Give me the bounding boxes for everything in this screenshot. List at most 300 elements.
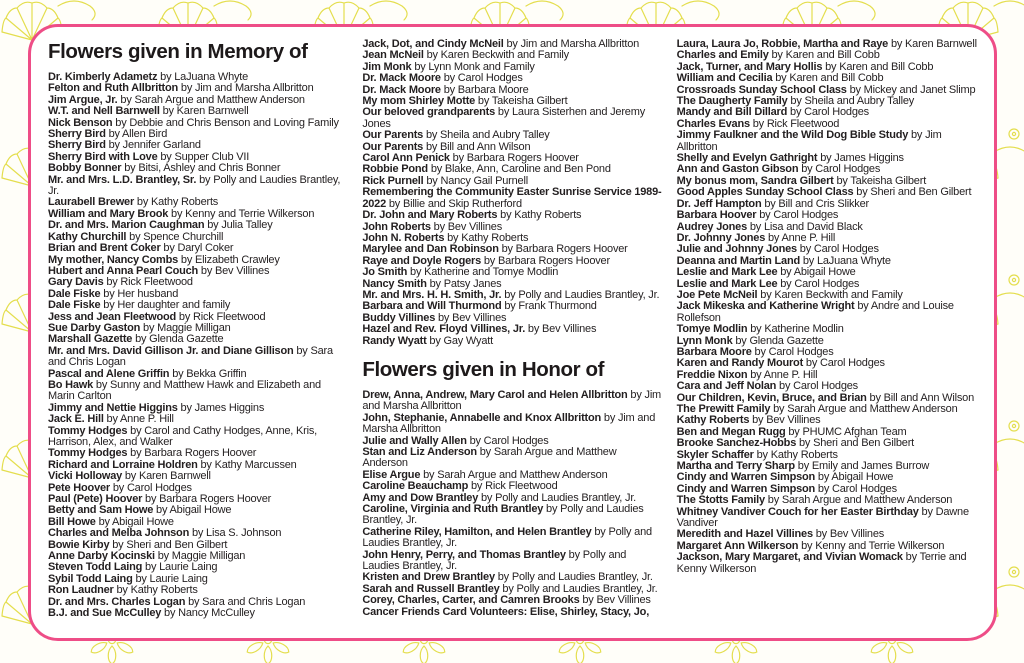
honoree-name: Dale Fiske (48, 299, 101, 312)
tribute-entry: Jackson, Mary Margaret, and Vivian Womack by Terrie and Kenny Wilkerson (676, 551, 967, 575)
honoree-name: Cindy and Warren Simpson (676, 482, 816, 495)
honoree-name: Laura, Laura Jo, Robbie, Martha and Raye (676, 38, 889, 50)
donor-name: Karen and Bill Cobb (839, 60, 934, 73)
donor-name: Dawne Vandiver (676, 505, 969, 530)
honoree-name: Dr. Kimberly Adametz (48, 71, 158, 83)
honoree-name: Jimmy and Nettie Higgins (48, 401, 178, 414)
donor-name: Barbara Rogers Hoover (497, 254, 610, 267)
donor-name: Bev Villines (542, 323, 597, 336)
donor-name: Julia Talley (221, 219, 273, 232)
honoree-name: Pete Hoover (48, 481, 110, 494)
donor-name: Sarah Argue and Matthew Anderson (437, 468, 608, 481)
tribute-entry: Shelly and Evelyn Gathright by James Higgins (676, 152, 904, 165)
honoree-name: Dr. Jeff Hampton (676, 197, 762, 210)
donor-name: Polly and Laudies Brantley, Jr. (362, 548, 627, 573)
donor-name: Karen and Bill Cobb (785, 49, 880, 62)
tribute-entry: Mr. and Mrs. David Gillison Jr. and Diane Gillison by Sara and Chris Logan (48, 344, 333, 369)
donor-name: Katherine Modlin (764, 323, 844, 336)
donor-name: LaJuana Whyte (816, 254, 891, 267)
tribute-entry: Jim Monk by Lynn Monk and Family (362, 60, 535, 73)
tribute-entry: Elise Argue by Sarah Argue and Matthew Anderson (362, 468, 608, 481)
tribute-entry: Charles and Melba Johnson by Lisa S. Johnson (48, 527, 282, 540)
donor-name: Rick Fleetwood (766, 117, 840, 130)
tribute-entry: Pascal and Alene Griffin by Bekka Griffin (48, 367, 247, 380)
honoree-name: Marylee and Dan Robinson (362, 243, 499, 256)
tribute-entry: Hubert and Anna Pearl Couch by Bev Villines (48, 264, 270, 277)
honoree-name: Lynn Monk (676, 334, 733, 347)
donor-name: Debbie and Chris Benson and Loving Family (129, 116, 339, 129)
honoree-name: Cancer Friends Card Volunteers: Elise, Shirley, Stacy, Jo, (362, 605, 650, 618)
donor-name: Karen Beckwith and Family (774, 288, 903, 301)
donor-name: Carol Hodges (832, 482, 897, 495)
donor-name: Polly and Laudies Brantley, Jr. (495, 491, 637, 504)
donor-name: Barbara Rogers Hoover (466, 152, 579, 165)
honoree-name: Bobby Bonner (48, 162, 122, 175)
tribute-entry: The Stotts Family by Sarah Argue and Matthew Anderson (676, 494, 953, 507)
honoree-name: Cindy and Warren Simpson (676, 471, 816, 484)
donor-name: Rick Fleetwood (120, 276, 193, 289)
tribute-entry: Barbara and Will Thurmond by Frank Thurmond (362, 300, 597, 313)
honoree-name: Whitney Vandiver Couch for her Easter Birthday (676, 505, 919, 518)
donor-name: Jennifer Garland (122, 139, 201, 152)
tribute-entry: The Daugherty Family by Sheila and Aubry Talley (676, 95, 915, 108)
donor-name: Abigail Howe (831, 471, 894, 484)
tribute-entry: Sybil Todd Laing by Laurie Laing (48, 572, 208, 585)
donor-name: Anne P. Hill (763, 368, 818, 381)
tribute-entry: Charles Evans by Rick Fleetwood (676, 117, 840, 130)
donor-name: Glenda Gazette (149, 333, 224, 346)
honoree-name: Sue Darby Gaston (48, 321, 141, 334)
honoree-name: Mandy and Bill Dillard (676, 106, 788, 119)
honoree-name: Tomye Modlin (676, 323, 748, 336)
tribute-entry: Nancy Smith by Patsy Janes (362, 277, 502, 290)
honoree-name: Meredith and Hazel Villines (676, 528, 813, 541)
tribute-entry: Barbara Moore by Carol Hodges (676, 345, 834, 358)
tribute-entry: Mandy and Bill Dillard by Carol Hodges (676, 106, 869, 119)
tribute-entry: Margaret Ann Wilkerson by Kenny and Terrie Wilkerson (676, 539, 945, 552)
donor-name: Supper Club VII (174, 150, 250, 163)
donor-name: Carol Hodges (794, 277, 860, 290)
honoree-name: B.J. and Sue McCulley (48, 607, 162, 620)
tribute-entry: Julie and Johnny Jones by Carol Hodges (676, 243, 879, 256)
tribute-entry: Kathy Churchill by Spence Churchill (48, 230, 224, 243)
donor-name: Abigail Howe (169, 504, 232, 517)
honoree-name: Mr. and Mrs. David Gillison Jr. and Diane Gillison (48, 344, 294, 357)
tribute-entry: Ron Laudner by Kathy Roberts (48, 584, 198, 597)
donor-name: Lisa and David Black (763, 220, 863, 233)
tribute-entry: Cindy and Warren Simpson by Carol Hodges (676, 482, 897, 495)
tribute-entry: My mom Shirley Motte by Takeisha Gilbert (362, 95, 568, 108)
section-heading: Flowers given in Honor of (362, 357, 605, 381)
tribute-entry: Amy and Dow Brantley by Polly and Laudies Brantley, Jr. (362, 491, 637, 504)
donor-name: Barbara Moore (457, 83, 529, 96)
tribute-entry: Crossroads Sunday School Class by Mickey and Janet Slimp (676, 83, 976, 96)
tribute-entry: Bill Howe by Abigail Howe (48, 515, 174, 528)
tribute-entry: The Prewitt Family by Sarah Argue and Matthew Anderson (676, 403, 958, 415)
donor-name: Karen Barnwell (905, 38, 977, 50)
tribute-entry: Brian and Brent Coker by Daryl Coker (48, 242, 234, 255)
tribute-entry: Corey, Charles, Carter, and Camren Brooks by Bev Villines (362, 594, 651, 607)
donor-name: Spence Churchill (143, 230, 224, 243)
honoree-name: Bowie Kirby (48, 538, 110, 551)
donor-name: Laura Sisterhen and Jeremy Jones (362, 106, 645, 130)
honoree-name: Nick Benson (48, 116, 113, 129)
donor-name: Bev Villines (596, 594, 651, 607)
tribute-entry: Vicki Holloway by Karen Barnwell (48, 470, 211, 483)
donor-name: Andre and Louise Rollefson (676, 300, 954, 324)
honoree-name: Jim Monk (362, 60, 412, 73)
honoree-name: Kathy Churchill (48, 230, 127, 243)
honoree-name: My bonus mom, Sandra Gilbert (676, 174, 834, 187)
tribute-entry: Drew, Anna, Andrew, Mary Carol and Helen Allbritton by Jim and Marsha Allbritton (362, 388, 662, 413)
donor-name: Sheila and Aubry Talley (440, 129, 550, 142)
tribute-entry: Richard and Lorraine Holdren by Kathy Marcussen (48, 458, 297, 471)
tribute-entry: Dr. Mack Moore by Carol Hodges (362, 72, 523, 85)
tribute-entry: Steven Todd Laing by Laurie Laing (48, 561, 218, 574)
donor-name: Karen Beckwith and Family (440, 49, 569, 62)
column-1 (48, 39, 348, 624)
honoree-name: Jo Smith (362, 266, 408, 279)
honoree-name: Jean McNeil (362, 49, 424, 62)
honoree-name: The Daugherty Family (676, 95, 788, 108)
tribute-entry: John Roberts by Bev Villines (362, 220, 503, 233)
donor-name: Carol Hodges (773, 209, 839, 222)
donor-name: Frank Thurmond (518, 300, 597, 313)
tribute-entry: Paul (Pete) Hoover by Barbara Rogers Hoover (48, 493, 272, 506)
donor-name: Bev Villines (214, 264, 270, 277)
tribute-columns (48, 39, 977, 624)
donor-name: Bev Villines (829, 528, 885, 541)
tribute-entry: Dr. Kimberly Adametz by LaJuana Whyte (48, 71, 249, 83)
honoree-name: Dr. Mack Moore (362, 83, 441, 96)
donor-name: Jim Allbritton (676, 129, 942, 153)
donor-name: Kenny and Terrie Wilkerson (185, 207, 315, 220)
honoree-name: Sybil Todd Laing (48, 572, 133, 585)
donor-name: Sheri and Ben Gilbert (870, 186, 972, 199)
tribute-entry: Laura, Laura Jo, Robbie, Martha and Raye by Karen Barnwell (676, 38, 977, 50)
honoree-name: Good Apples Sunday School Class (676, 186, 854, 199)
donor-name: Maggie Milligan (171, 550, 246, 563)
honoree-name: Amy and Dow Brantley (362, 491, 479, 504)
honoree-name: Martha and Terry Sharp (676, 460, 795, 473)
donor-name: Maggie Milligan (157, 321, 231, 334)
honoree-name: William and Cecilia (676, 72, 773, 85)
tribute-entry: Lynn Monk by Glenda Gazette (676, 334, 824, 347)
honoree-name: Barbara Moore (676, 345, 752, 358)
donor-name: Sara and Chris Logan (48, 344, 333, 369)
tribute-entry: My bonus mom, Sandra Gilbert by Takeisha Gilbert (676, 174, 927, 187)
tribute-list-card (28, 24, 997, 641)
honoree-name: John N. Roberts (362, 231, 445, 244)
donor-name: Bev Villines (766, 414, 821, 427)
donor-name: James Higgins (834, 152, 904, 165)
tribute-entry: Mr. and Mrs. H. H. Smith, Jr. by Polly and Laudies Brantley, Jr. (362, 288, 660, 301)
donor-name: Nancy Gail Purnell (440, 174, 528, 187)
honoree-name: Charles and Melba Johnson (48, 527, 190, 540)
honoree-name: Marshall Gazette (48, 333, 133, 346)
honoree-name: Brian and Brent Coker (48, 242, 161, 255)
honoree-name: Carol Ann Penick (362, 152, 450, 165)
honoree-name: Joe Pete McNeil (676, 288, 758, 301)
donor-name: Her husband (117, 287, 179, 300)
donor-name: Bill and Ann Wilson (883, 391, 974, 404)
donor-name: Sarah Argue and Matthew Anderson (134, 93, 305, 106)
honoree-name: Kathy Roberts (676, 414, 750, 427)
honoree-name: Julie and Wally Allen (362, 434, 467, 447)
donor-name: Sarah Argue and Matthew Anderson (781, 494, 953, 507)
honoree-name: Skyler Schaffer (676, 448, 754, 461)
tribute-entry: Leslie and Mark Lee by Carol Hodges (676, 277, 860, 290)
honoree-name: The Stotts Family (676, 494, 765, 507)
honoree-name: Jimmy Faulkner and the Wild Dog Bible Study (676, 129, 909, 142)
tribute-entry: Pete Hoover by Carol Hodges (48, 481, 192, 494)
tribute-entry: Sherry Bird by Allen Bird (48, 128, 168, 141)
tribute-entry: Rick Purnell by Nancy Gail Purnell (362, 174, 528, 187)
honoree-name: Our Parents (362, 140, 424, 153)
honoree-name: Jess and Jean Fleetwood (48, 310, 177, 323)
donor-name: Gay Wyatt (443, 334, 493, 347)
tribute-entry: Tommy Hodges by Carol and Cathy Hodges, Anne, Kris, Harrison, Alex, and Walker (48, 424, 317, 448)
donor-name: Her daughter and family (117, 299, 231, 312)
tribute-entry: Jimmy Faulkner and the Wild Dog Bible Study by Jim Allbritton (676, 129, 942, 153)
tribute-entry: Dale Fiske by Her husband (48, 287, 179, 300)
donor-name: Lisa S. Johnson (206, 527, 282, 540)
honoree-name: Audrey Jones (676, 220, 748, 233)
honoree-name: Hubert and Anna Pearl Couch (48, 264, 199, 277)
donor-name: Barbara Rogers Hoover (144, 447, 257, 460)
tribute-entry: Jim Argue, Jr. by Sarah Argue and Matthew Anderson (48, 93, 305, 106)
donor-name: Abigail Howe (112, 515, 174, 528)
honoree-name: Bill Howe (48, 515, 96, 528)
honoree-name: Anne Darby Kocinski (48, 550, 155, 563)
tribute-entry: Joe Pete McNeil by Karen Beckwith and Family (676, 288, 903, 301)
honoree-name: My mother, Nancy Combs (48, 253, 179, 266)
tribute-entry: Raye and Doyle Rogers by Barbara Rogers Hoover (362, 254, 610, 267)
tribute-entry: Skyler Schaffer by Kathy Roberts (676, 448, 838, 461)
tribute-entry: Charles and Emily by Karen and Bill Cobb (676, 49, 880, 62)
donor-name: Bev Villines (447, 220, 503, 233)
tribute-entry: Caroline Beauchamp by Rick Fleetwood (362, 480, 558, 493)
tribute-entry: W.T. and Nell Barnwell by Karen Barnwell (48, 105, 249, 118)
donor-name: Glenda Gazette (749, 334, 824, 347)
tribute-entry: Dr. Jeff Hampton by Bill and Cris Slikker (676, 197, 869, 210)
honoree-name: Dr. Mack Moore (362, 72, 441, 85)
honoree-name: Steven Todd Laing (48, 561, 143, 574)
tribute-entry: Our Parents by Bill and Ann Wilson (362, 140, 531, 153)
honoree-name: Buddy Villines (362, 311, 436, 324)
tribute-entry: Ann and Gaston Gibson by Carol Hodges (676, 163, 881, 176)
donor-name: Bekka Griffin (186, 367, 247, 380)
honoree-name: Karen and Randy Mourot (676, 357, 804, 370)
donor-name: Kathy Marcussen (214, 458, 297, 471)
donor-name: Bev Villines (452, 311, 507, 324)
honoree-name: Barbara Hoover (676, 209, 757, 222)
donor-name: PHUMC Afghan Team (802, 425, 907, 438)
donor-name: Polly and Laudies Brantley, Jr. (511, 571, 653, 584)
donor-name: Kathy Roberts (770, 448, 838, 461)
tribute-entry: My mother, Nancy Combs by Elizabeth Crawley (48, 253, 280, 266)
donor-name: Carol Hodges (793, 380, 858, 393)
donor-name: Sarah Argue and Matthew Anderson (787, 403, 958, 415)
tribute-entry: John N. Roberts by Kathy Roberts (362, 231, 529, 244)
honoree-name: Remembering the Community Easter Sunrise Service 1989-2022 (362, 186, 662, 210)
tribute-entry: Whitney Vandiver Couch for her Easter Birthday by Dawne Vandiver (676, 505, 969, 530)
honoree-name: Catherine Riley, Hamilton, and Helen Brantley (362, 525, 592, 538)
honoree-name: Laurabell Brewer (48, 196, 135, 209)
donor-name: Anne P. Hill (120, 413, 174, 426)
honoree-name: Caroline Beauchamp (362, 480, 469, 493)
donor-name: Elizabeth Crawley (195, 253, 280, 266)
donor-name: Abigail Howe (793, 266, 856, 279)
honoree-name: Rick Purnell (362, 174, 424, 187)
honoree-name: Tommy Hodges (48, 447, 128, 460)
donor-name: Sheri and Ben Gilbert (126, 538, 228, 551)
donor-name: Polly and Laudies Brantley, Jr. (362, 525, 652, 550)
donor-name: Karen Barnwell (138, 470, 211, 483)
tribute-entry: Cindy and Warren Simpson by Abigail Howe (676, 471, 894, 484)
tribute-entry: Marshall Gazette by Glenda Gazette (48, 333, 224, 346)
tribute-entry: Dr. John and Mary Roberts by Kathy Roberts (362, 209, 582, 222)
honoree-name: Charles and Emily (676, 49, 769, 62)
honoree-name: Gary Davis (48, 276, 104, 289)
tribute-entry: Dr. Johnny Jones by Anne P. Hill (676, 231, 836, 244)
tribute-entry: Randy Wyatt by Gay Wyatt (362, 334, 493, 347)
tribute-entry: Sherry Bird with Love by Supper Club VII (48, 150, 250, 163)
honoree-name: Caroline, Virginia and Ruth Brantley (362, 503, 544, 516)
donor-name: Carol Hodges (815, 163, 881, 176)
honoree-name: Jackson, Mary Margaret, and Vivian Womack (676, 551, 903, 564)
donor-name: Laurie Laing (159, 561, 218, 574)
donor-name: LaJuana Whyte (174, 71, 249, 83)
honoree-name: Ron Laudner (48, 584, 114, 597)
honoree-name: Leslie and Mark Lee (676, 277, 778, 290)
tribute-entry: Jack Mikeska and Katherine Wright by Andre and Louise Rollefson (676, 300, 954, 324)
tribute-entry: Mr. and Mrs. L.D. Brantley, Sr. by Polly and Laudies Brantley, Jr. (48, 173, 341, 198)
donor-name: Carol Hodges (819, 357, 885, 370)
tribute-entry: Jess and Jean Fleetwood by Rick Fleetwood (48, 310, 266, 323)
honoree-name: Sherry Bird with Love (48, 150, 158, 163)
tribute-entry: Our beloved grandparents by Laura Sisterhen and Jeremy Jones (362, 106, 645, 130)
tribute-entry: Our Parents by Sheila and Aubry Talley (362, 129, 550, 142)
honoree-name: Vicki Holloway (48, 470, 123, 483)
donor-name: Rick Fleetwood (193, 310, 266, 323)
donor-name: Sunny and Matthew Hawk and Elizabeth and Marin Carlton (48, 378, 321, 403)
donor-name: Daryl Coker (177, 242, 234, 255)
honoree-name: Our beloved grandparents (362, 106, 496, 119)
donor-name: Mickey and Janet Slimp (863, 83, 976, 96)
donor-name: Carol Hodges (804, 106, 869, 119)
honoree-name: Stan and Liz Anderson (362, 446, 477, 458)
tribute-entry: Stan and Liz Anderson by Sarah Argue and Matthew Anderson (362, 446, 617, 470)
donor-name: Takeisha Gilbert (850, 174, 927, 187)
honoree-name: Dale Fiske (48, 287, 101, 300)
section-heading: Flowers given in Memory of (48, 40, 308, 63)
donor-name: James Higgins (194, 401, 265, 414)
column-2 (362, 39, 662, 624)
tribute-entry: Gary Davis by Rick Fleetwood (48, 276, 193, 289)
honoree-name: Paul (Pete) Hoover (48, 493, 143, 506)
tribute-entry: Brooke Sanchez-Hobbs by Sheri and Ben Gilbert (676, 437, 915, 450)
donor-name: Barbara Rogers Hoover (159, 493, 272, 506)
tribute-entry: Remembering the Community Easter Sunrise Service 1989-2022 by Billie and Skip Rutherford (362, 186, 662, 210)
column-3 (677, 39, 977, 624)
tribute-entry: Tommy Hodges by Barbara Rogers Hoover (48, 447, 257, 460)
honoree-name: Kristen and Drew Brantley (362, 571, 495, 584)
donor-name: Emily and James Burrow (811, 460, 930, 473)
honoree-name: Jack E. Hill (48, 413, 104, 426)
honoree-name: Brooke Sanchez-Hobbs (676, 437, 797, 450)
donor-name: Jim and Marsha Allbritton (362, 388, 662, 413)
honoree-name: Robbie Pond (362, 163, 428, 176)
honoree-name: William and Mary Brook (48, 207, 169, 220)
honoree-name: Drew, Anna, Andrew, Mary Carol and Helen Allbritton (362, 388, 628, 401)
tribute-entry: Hazel and Rev. Floyd Villines, Jr. by Bev Villines (362, 323, 597, 336)
tribute-entry: Nick Benson by Debbie and Chris Benson and Loving Family (48, 116, 339, 129)
honoree-name: Dr. and Mrs. Charles Logan (48, 595, 186, 608)
donor-name: Polly and Laudies Brantley, Jr. (362, 503, 644, 527)
honoree-name: Margaret Ann Wilkerson (676, 539, 799, 552)
donor-name: Carol Hodges (457, 72, 523, 85)
honoree-name: Barbara and Will Thurmond (362, 300, 502, 313)
tribute-entry: William and Mary Brook by Kenny and Terrie Wilkerson (48, 207, 315, 220)
honoree-name: Ann and Gaston Gibson (676, 163, 799, 176)
honoree-name: Cara and Jeff Nolan (676, 380, 777, 393)
tribute-entry: Good Apples Sunday School Class by Sheri and Ben Gilbert (676, 186, 972, 199)
honoree-name: Mr. and Mrs. H. H. Smith, Jr. (362, 288, 502, 301)
honoree-name: Dr. and Mrs. Marion Caughman (48, 219, 205, 232)
tribute-entry: B.J. and Sue McCulley by Nancy McCulley (48, 607, 255, 620)
tribute-entry: Bowie Kirby by Sheri and Ben Gilbert (48, 538, 228, 551)
honoree-name: Elise Argue (362, 468, 421, 481)
donor-name: Polly and Laudies Brantley, Jr. (48, 173, 341, 198)
tribute-entry: Audrey Jones by Lisa and David Black (676, 220, 863, 233)
honoree-name: Jim Argue, Jr. (48, 93, 118, 106)
donor-name: Jim and Marsha Allbritton (362, 411, 656, 436)
honoree-name: Sherry Bird (48, 139, 106, 152)
honoree-name: Dr. John and Mary Roberts (362, 209, 498, 222)
donor-name: Bill and Cris Slikker (778, 197, 869, 210)
tribute-entry: William and Cecilia by Karen and Bill Cobb (676, 72, 884, 85)
tribute-entry: Betty and Sam Howe by Abigail Howe (48, 504, 232, 517)
honoree-name: Mr. and Mrs. L.D. Brantley, Sr. (48, 173, 197, 186)
donor-name: Sheri and Ben Gilbert (813, 437, 915, 450)
donor-name: Nancy McCulley (178, 607, 255, 620)
tribute-entry: Jo Smith by Katherine and Tomye Modlin (362, 266, 559, 279)
tribute-entry: Caroline, Virginia and Ruth Brantley by Polly and Laudies Brantley, Jr. (362, 503, 644, 527)
honoree-name: Jack Mikeska and Katherine Wright (676, 300, 855, 313)
honoree-name: My mom Shirley Motte (362, 95, 476, 108)
tribute-entry: Kathy Roberts by Bev Villines (676, 414, 821, 427)
tribute-entry: Bo Hawk by Sunny and Matthew Hawk and Elizabeth and Marin Carlton (48, 378, 321, 403)
honoree-name: Our Children, Kevin, Bruce, and Brian (676, 391, 867, 404)
honoree-name: Bo Hawk (48, 378, 94, 391)
donor-name: Kathy Roberts (461, 231, 529, 244)
honoree-name: Sarah and Russell Brantley (362, 582, 500, 595)
honoree-name: Sherry Bird (48, 128, 106, 141)
honoree-name: W.T. and Nell Barnwell (48, 105, 160, 118)
tribute-entry: Ben and Megan Rugg by PHUMC Afghan Team (676, 425, 907, 438)
donor-name: Karen Barnwell (176, 105, 249, 118)
tribute-entry: Martha and Terry Sharp by Emily and James Burrow (676, 460, 930, 473)
donor-name: Carol Hodges (483, 434, 549, 447)
tribute-entry: Buddy Villines by Bev Villines (362, 311, 507, 324)
donor-name: Carol Hodges (126, 481, 192, 494)
honoree-name: Corey, Charles, Carter, and Camren Brooks (362, 594, 580, 607)
tribute-entry: Julie and Wally Allen by Carol Hodges (362, 434, 549, 447)
donor-name: Kathy Roberts (130, 584, 198, 597)
donor-name: Polly and Laudies Brantley, Jr. (516, 582, 658, 595)
tribute-entry: Karen and Randy Mourot by Carol Hodges (676, 357, 885, 370)
